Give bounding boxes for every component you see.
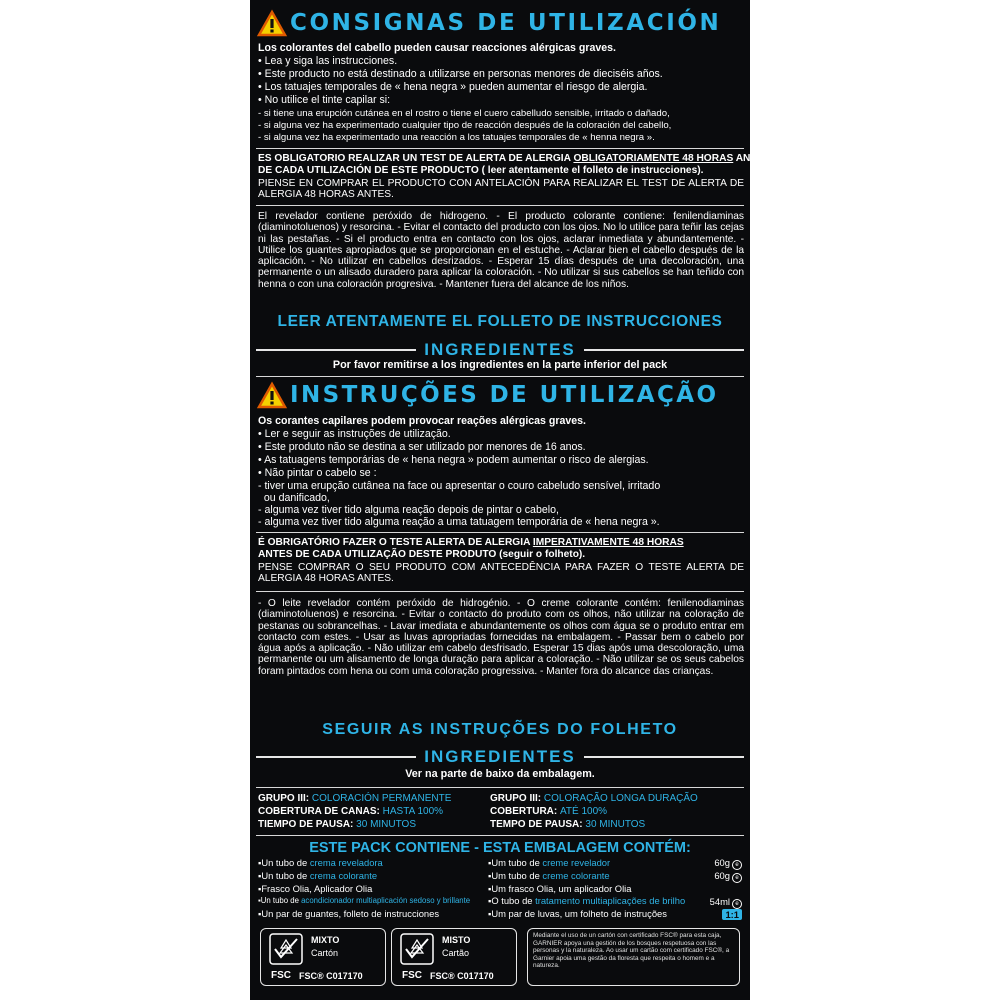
pt-line: - tiver uma erupção cutânea na face ou apresentar o couro cabeludo sensível, irritado (258, 480, 661, 492)
es-line: - si tiene una erupción cutánea en el rostro o tiene el cuero cabelludo sensible, irritado o dañado, (258, 108, 670, 119)
pt-think-ahead: PENSE COMPRAR O SEU PRODUTO COM ANTECEDÊNCIA PARA FAZER O TESTE ALERTA DE ALERGIA 48 HORAS ANTES. (258, 562, 744, 585)
pt-follow-leaflet-banner: SEGUIR AS INSTRUÇÕES DO FOLHETO (322, 721, 678, 738)
pt-line: Os corantes capilares podem provocar reações alérgicas graves. (258, 415, 586, 427)
pt-body-text: - O leite revelador contém peróxido de hidrogénio. - O creme colorante contém: fenilenodiaminas (diaminotoluenos) e resorcina. - Evitar o contacto do produto com os olhos, não utilizar na coloração de pestanas ou sobrancelhas. - Lavar imediata e abundantemente os olhos com água se o produto entrar em contacto com estes. - Usar as luvas apropriadas fornecidas na embalagem. - Passar bem o cabelo por água após a aplicação. - Não utilizar em cabelo desfrisado. Esperar 15 dias após uma descoloração, uma permanente ou um alisamento de longa duração para aplicar a coloração. - Não utilizar se os seus cabelos foram pintados com hena ou com uma coloração progressiva. - Manter fora do alcance das crianças. (258, 598, 744, 677)
packaging-panel (250, 0, 771, 1000)
pt-allergy-test-line2: ANTES DE CADA UTILIZAÇÃO DESTE PRODUTO (seguir o folheto). (258, 549, 586, 560)
pt-allergy-test-line1: É OBRIGATÓRIO FAZER O TESTE ALERTA DE ALERGIA IMPERATIVAMENTE 48 HORAS (258, 537, 684, 548)
fsc-note: Mediante el uso de un cartón con certificado FSC® para esta caja, GARNIER apoya una gestión de los bosques respetuosa con las personas y la naturaleza. Ao usar um cartão com certificado FSC®, a Garnier apoia uma gestão da floresta que respeita o homem e a natureza. (527, 928, 740, 986)
es-line: Los colorantes del cabello pueden causar reacciones alérgicas graves. (258, 42, 616, 54)
fsc-tree-check-icon (269, 933, 303, 965)
es-title-text: CONSIGNAS DE UTILIZACIÓN (290, 10, 722, 36)
divider (256, 148, 744, 149)
fsc-mixto-badge: MIXTO Cartón FSC FSC® C017170 (260, 928, 386, 986)
divider (256, 835, 744, 836)
divider (256, 532, 744, 533)
pt-line: - alguma vez tiver tido alguma reação depois de pintar o cabelo, (258, 504, 559, 516)
pt-group-info: GRUPO III: COLORAÇÃO LONGA DURAÇÃO COBERTURA: ATÉ 100% TEMPO DE PAUSA: 30 MINUTOS (490, 793, 698, 830)
divider (256, 591, 744, 592)
divider (256, 205, 744, 206)
pack-contents-header: ESTE PACK CONTIENE - ESTA EMBALAGEM CONTÉM: (309, 840, 691, 856)
pt-ingredients-note: Ver na parte de baixo da embalagem. (405, 768, 595, 780)
es-allergy-test-line2: DE CADA UTILIZACIÓN DE ESTE PRODUCTO ( leer atentamente el folleto de instrucciones). (258, 165, 704, 176)
fsc-tree-check-icon (400, 933, 434, 965)
es-body-text: El revelador contiene peróxido de hidrogeno. - El producto colorante contiene: fenilendiaminas (diaminotoluenos) y resorcina. - Evitar el contacto del producto con los ojos. No lo utilice para teñir las cejas ni las pestañas. - Si el producto entra en contacto con los ojos, aclarar inmediata y abundantemente. - Utilice los guantes apropiados que se proporcionan en el estuche. - Aclarar bien el cabello después de la aplicación. - No utilizar en cabellos desrizados. - Esperar 15 días después de una decoloración, una permanente o un alisado duradero para aplicar la coloración. - No utilizar si sus cabellos se han teñido con henna o con una coloración progresiva. - Mantener fuera del alcance de los niños. (258, 211, 744, 290)
divider (256, 376, 744, 377)
es-line: • Lea y siga las instrucciones. (258, 55, 398, 67)
es-think-ahead: PIENSE EN COMPRAR EL PRODUCTO CON ANTELACIÓN PARA REALIZAR EL TEST DE ALERTA DE ALERGIA 48 HORAS ANTES. (258, 178, 744, 201)
pt-title-text: INSTRUÇÕES DE UTILIZAÇÃO (290, 382, 719, 408)
pt-line: • Ler e seguir as instruções de utilização. (258, 428, 451, 440)
es-line: • Los tatuajes temporales de « hena negra » pueden aumentar el riesgo de alergia. (258, 81, 648, 93)
pt-line: - alguma vez tiver tido alguma reação a uma tatuagem temporária de « hena negra ». (258, 516, 660, 528)
fsc-misto-badge: MISTO Cartão FSC FSC® C017170 (391, 928, 517, 986)
warning-triangle-icon (258, 11, 286, 36)
pack-quantities: 60g e 60g e 54ml e 1:1 (706, 857, 742, 922)
pt-line: • Este produto não se destina a ser utilizado por menores de 16 anos. (258, 441, 586, 453)
es-ingredients-note: Por favor remitirse a los ingredientes en la parte inferior del pack (332, 359, 668, 371)
pt-title (258, 381, 742, 409)
es-pack-contents: ▪Un tubo de crema reveladora ▪Un tubo de crema colorante ▪Frasco Olia, Aplicador Olia ▪Un tubo de acondicionador multiaplicación sedoso y brillante ▪Un par de guantes, folleto de instrucciones (258, 857, 471, 920)
pt-line: • Não pintar o cabelo se : (258, 467, 377, 479)
es-title (258, 9, 742, 37)
es-ingredients-heading: INGREDIENTES (256, 340, 744, 360)
es-line: - si alguna vez ha experimentado una reacción a los tatuajes temporales de « henna negra ». (258, 132, 655, 143)
es-line: • Este producto no está destinado a utilizarse en personas menores de dieciséis años. (258, 68, 663, 80)
es-line: • No utilice el tinte capilar si: (258, 94, 391, 106)
pt-line: ou danificado, (258, 492, 330, 504)
pt-pack-contents: ▪Um tubo de creme revelador ▪Um tubo de creme colorante ▪Um frasco Olia, um aplicador Olia ▪O tubo de tratamento multiaplicações de brilho ▪Um par de luvas, um folheto de instruções (488, 857, 686, 920)
pt-line: • As tatuagens temporárias de « hena negra » podem aumentar o risco de alergias. (258, 454, 649, 466)
es-read-leaflet-banner: LEER ATENTAMENTE EL FOLLETO DE INSTRUCCIONES (277, 313, 723, 330)
divider (256, 787, 744, 788)
pt-ingredients-heading: INGREDIENTES (256, 747, 744, 767)
es-group-info: GRUPO III: COLORACIÓN PERMANENTE COBERTURA DE CANAS: HASTA 100% TIEMPO DE PAUSA: 30 MINUTOS (258, 793, 452, 830)
warning-triangle-icon (258, 383, 286, 408)
es-line: - si alguna vez ha experimentado cualquier tipo de reacción después de la coloración del cabello, (258, 120, 672, 131)
es-allergy-test-line1: ES OBLIGATORIO REALIZAR UN TEST DE ALERTA DE ALERGIA OBLIGATORIAMENTE 48 HORAS ANTES (258, 153, 771, 164)
